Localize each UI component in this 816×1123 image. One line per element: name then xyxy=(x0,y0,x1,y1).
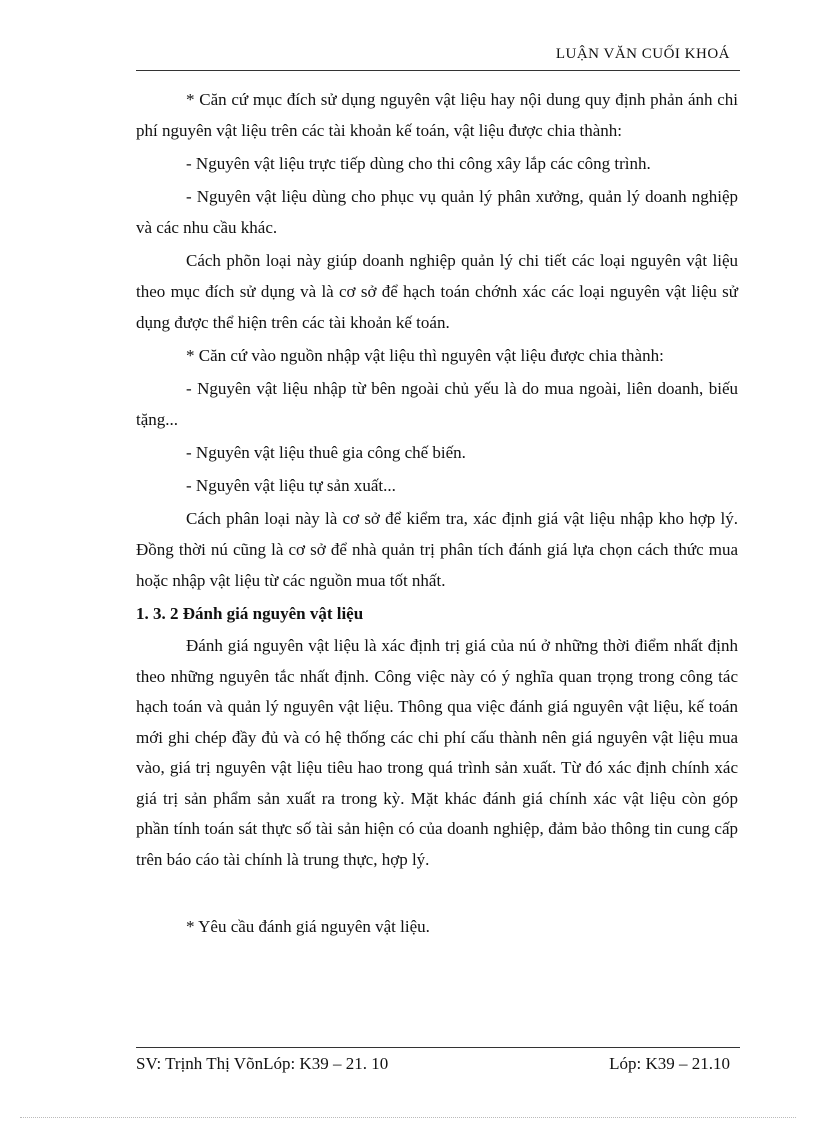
section-heading: 1. 3. 2 Đánh giá nguyên vật liệu xyxy=(136,604,364,623)
paragraph: - Nguyên vật liệu dùng cho phục vụ quản lý phân xưởng, quản lý doanh nghiệp và các nhu cầu khác. xyxy=(136,187,738,237)
paragraph: Cách phõn loại này giúp doanh nghiệp quản lý chi tiết các loại nguyên vật liệu theo mục đích sử dụng và là cơ sở để hạch toán chớnh xác các loại nguyên vật liệu sử dụng được thể hiện trên các tài khoản kế toán. xyxy=(136,251,738,332)
paragraph: * Yêu cầu đánh giá nguyên vật liệu. xyxy=(186,917,430,936)
footer-rule xyxy=(136,1047,740,1048)
paragraph: Đánh giá nguyên vật liệu là xác định trị giá của nú ở những thời điểm nhất định theo những nguyên tắc nhất định. Công việc này có ý nghĩa quan trọng trong công tác hạch toán và quản lý nguyên vật liệu. Thông qua việc đánh giá nguyên vật liệu, kế toán mới ghi chép đầy đủ và có hệ thống các chi phí cấu thành nên giá nguyên vật liệu mua vào, giá trị nguyên vật liệu tiêu hao trong quá trình sản xuất. Từ đó xác định chính xác giá trị sản phẩm sản xuất ra trong kỳ. Mặt khác đánh giá chính xác vật liệu còn góp phần tính toán sát thực số tài sản hiện có của doanh nghiệp, đảm bảo thông tin cung cấp trên báo cáo tài chính là trung thực, hợp lý. xyxy=(136,636,738,869)
paragraph: - Nguyên vật liệu nhập từ bên ngoài chủ yếu là do mua ngoài, liên doanh, biếu tặng... xyxy=(136,379,738,429)
paragraph: * Căn cứ mục đích sử dụng nguyên vật liệu hay nội dung quy định phản ánh chi phí nguyên vật liệu trên các tài khoản kế toán, vật liệu được chia thành: xyxy=(136,90,738,140)
paragraph: Cách phân loại này là cơ sở để kiểm tra, xác định giá vật liệu nhập kho hợp lý. Đồng thời nú cũng là cơ sở để nhà quản trị phân tích đánh giá lựa chọn cách thức mua hoặc nhập vật liệu từ các nguồn mua tốt nhất. xyxy=(136,509,738,590)
footer-class-info: Lóp: K39 – 21.10 xyxy=(609,1054,730,1073)
paragraph: - Nguyên vật liệu thuê gia công chế biến. xyxy=(186,443,466,462)
page-bottom-dotted-line xyxy=(20,1117,796,1118)
page-footer xyxy=(136,1054,730,1074)
document-body xyxy=(136,84,738,942)
paragraph: - Nguyên vật liệu trực tiếp dùng cho thi công xây lắp các công trình. xyxy=(186,154,651,173)
paragraph: * Căn cứ vào nguồn nhập vật liệu thì nguyên vật liệu được chia thành: xyxy=(186,346,664,365)
footer-student-info: SV: Trịnh Thị VõnLóp: K39 – 21. 10 xyxy=(136,1054,389,1073)
header-rule xyxy=(136,70,740,71)
page-header-title: LUẬN VĂN CUỐI KHOÁ xyxy=(555,46,730,62)
paragraph: - Nguyên vật liệu tự sản xuất... xyxy=(186,476,396,495)
